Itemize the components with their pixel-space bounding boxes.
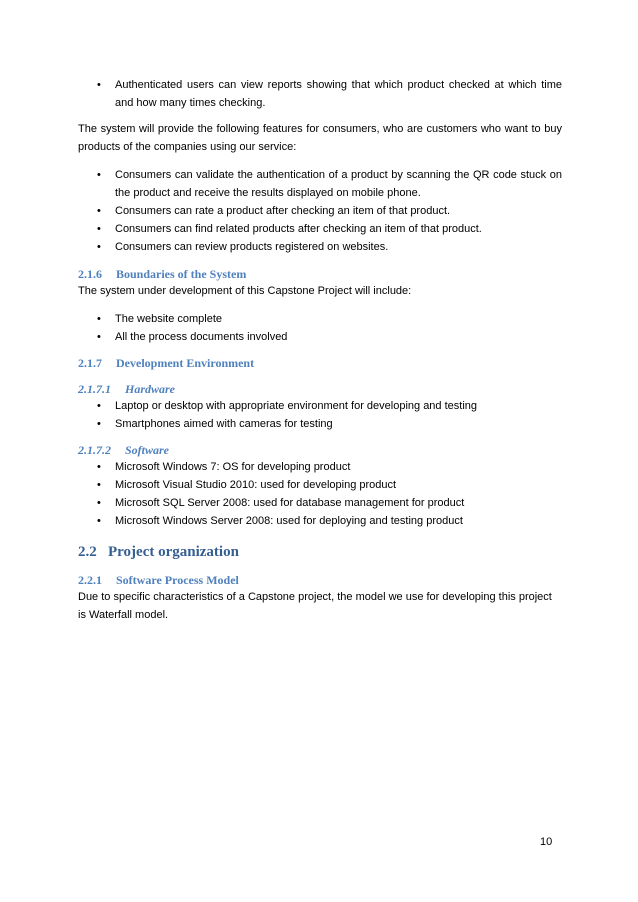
list-item-text: Microsoft SQL Server 2008: used for database management for product	[115, 497, 465, 509]
section-number: 2.2.1	[78, 573, 102, 587]
list-item	[78, 476, 562, 494]
section-title: Boundaries of the System	[116, 267, 247, 281]
list-item	[78, 512, 562, 530]
consumer-bullet-list	[78, 166, 562, 256]
page-number: 10	[540, 836, 553, 848]
list-item	[78, 458, 562, 476]
list-item-text: The website complete	[115, 313, 222, 325]
list-item-text: Microsoft Windows 7: OS for developing product	[115, 461, 351, 473]
subsection-title: Hardware	[125, 382, 176, 396]
section-title: Project organization	[108, 544, 239, 560]
bullet-icon: •	[97, 461, 101, 473]
subsection-heading-hardware	[78, 381, 562, 397]
list-item	[78, 310, 562, 328]
section-heading-process-model	[78, 572, 562, 588]
bullet-icon: •	[97, 205, 101, 217]
list-item	[78, 494, 562, 512]
bullet-icon: •	[97, 400, 101, 412]
hardware-bullet-list	[78, 397, 562, 433]
section-title: Software Process Model	[116, 573, 239, 587]
list-item-text: Laptop or desktop with appropriate environment for developing and testing	[115, 400, 478, 412]
list-item-text: All the process documents involved	[115, 331, 288, 343]
process-model-text: Due to specific characteristics of a Capstone project, the model we use for developing this project is Waterfall model.	[78, 591, 552, 621]
bullet-icon: •	[97, 79, 101, 91]
bullet-icon: •	[97, 313, 101, 325]
intro-bullet-list	[78, 76, 562, 112]
subsection-heading-software	[78, 442, 562, 458]
boundaries-bullet-list	[78, 310, 562, 346]
consumer-intro: The system will provide the following features for consumers, who are customers who want to buy products of the companies using our service:	[78, 123, 562, 153]
bullet-icon: •	[97, 515, 101, 527]
list-item-text: Microsoft Visual Studio 2010: used for developing product	[115, 479, 397, 491]
section-number: 2.2	[78, 544, 97, 560]
section-heading-project-org	[78, 542, 562, 562]
section-heading-boundaries	[78, 266, 562, 282]
subsection-number: 2.1.7.2	[78, 443, 111, 457]
software-bullet-list	[78, 458, 562, 530]
bullet-icon: •	[97, 479, 101, 491]
list-item-text: Smartphones aimed with cameras for testing	[115, 418, 333, 430]
list-item	[78, 397, 562, 415]
bullet-icon: •	[97, 241, 101, 253]
subsection-title: Software	[125, 443, 170, 457]
bullet-icon: •	[97, 169, 101, 181]
section-heading-dev-env	[78, 355, 562, 371]
subsection-number: 2.1.7.1	[78, 382, 111, 396]
list-item	[78, 166, 562, 202]
list-item	[78, 238, 562, 256]
list-item	[78, 328, 562, 346]
list-item-text: Authenticated users can view reports showing that which product checked at which time and how many times checking.	[115, 79, 562, 109]
list-item-text: Consumers can rate a product after checking an item of that product.	[115, 205, 451, 217]
list-item-text: Consumers can validate the authentication of a product by scanning the QR code stuck on the product and receive the results displayed on mobile phone.	[115, 169, 562, 199]
boundaries-text: The system under development of this Capstone Project will include:	[78, 285, 412, 297]
section-title: Development Environment	[116, 356, 255, 370]
list-item	[78, 202, 562, 220]
bullet-icon: •	[97, 418, 101, 430]
bullet-icon: •	[97, 223, 101, 235]
list-item	[78, 220, 562, 238]
list-item	[78, 415, 562, 433]
bullet-icon: •	[97, 331, 101, 343]
list-item	[78, 76, 562, 112]
section-number: 2.1.7	[78, 356, 102, 370]
bullet-icon: •	[97, 497, 101, 509]
list-item-text: Consumers can review products registered on websites.	[115, 241, 389, 253]
section-number: 2.1.6	[78, 267, 102, 281]
list-item-text: Consumers can find related products after checking an item of that product.	[115, 223, 482, 235]
list-item-text: Microsoft Windows Server 2008: used for deploying and testing product	[115, 515, 463, 527]
page-content	[78, 76, 562, 624]
